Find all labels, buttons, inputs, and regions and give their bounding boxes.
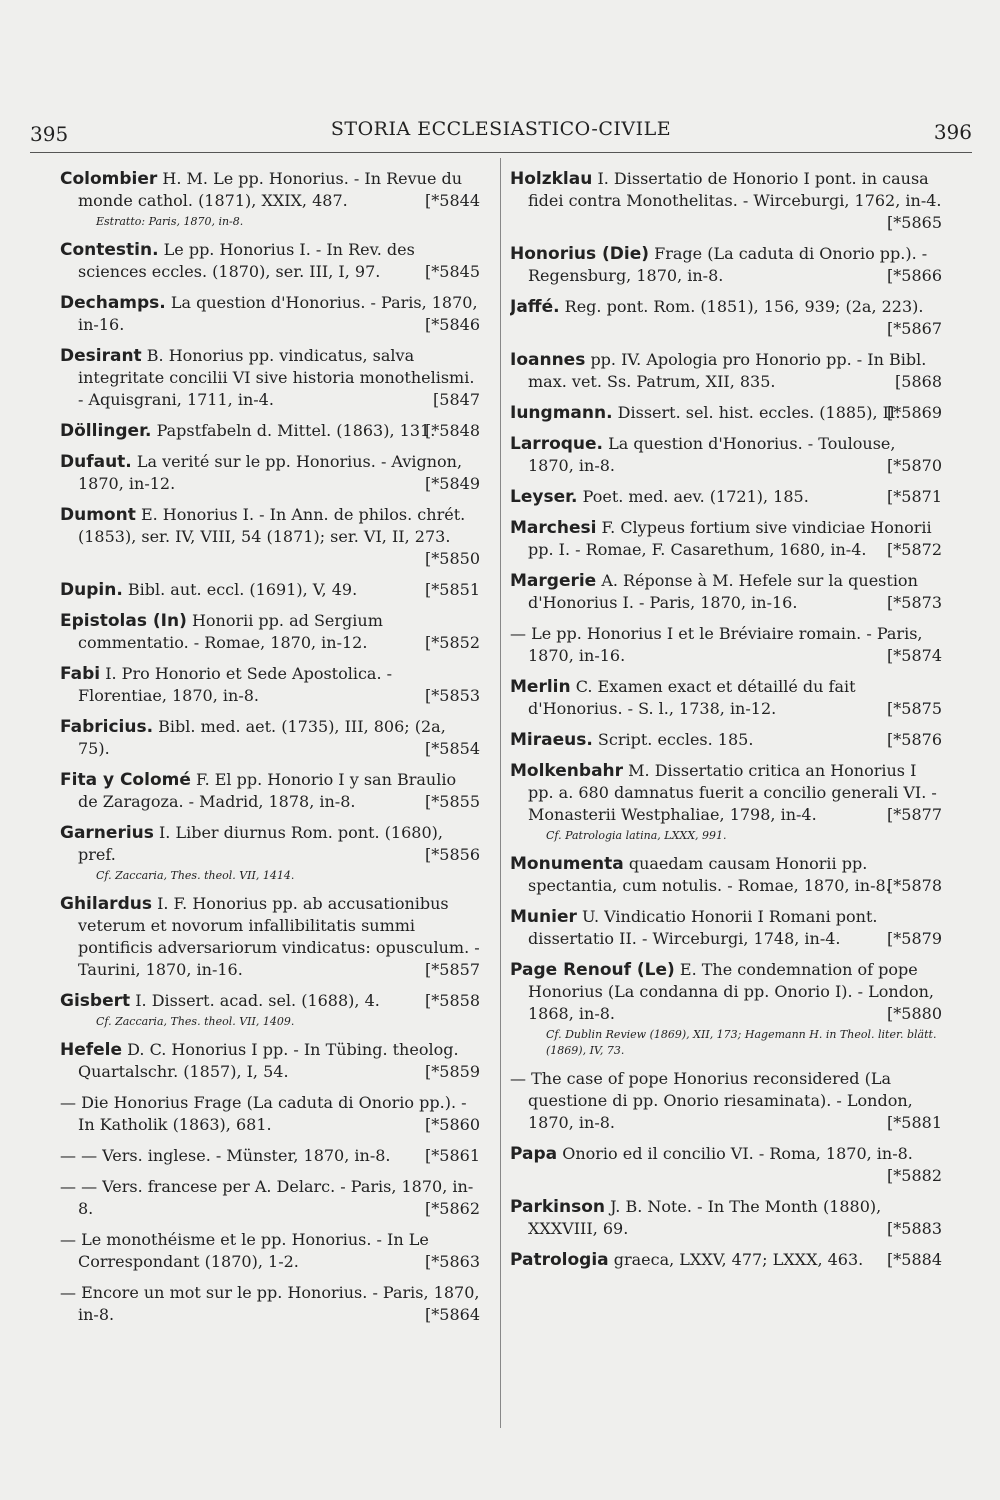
bibliography-entry [60, 990, 480, 1030]
entry-text: I. Pro Honorio et Sede Apostolica. - Florentiae, 1870, in-8. [78, 664, 393, 705]
entry-text: — — Vers. inglese. - Münster, 1870, in-8. [60, 1146, 391, 1165]
entry-text: J. B. Note. - In The Month (1880), XXXVIII, 69. [528, 1197, 882, 1238]
entry-author: Fita y Colomé [60, 770, 191, 790]
bibliography-entry [60, 168, 480, 230]
entry-text: La verité sur le pp. Honorius. - Avignon, 1870, in-12. [78, 452, 463, 493]
entry-number: [*5879 [887, 929, 942, 948]
bibliography-entry [510, 570, 942, 614]
entry-number: [*5872 [887, 540, 942, 559]
entry-number: [*5850 [425, 549, 480, 568]
column-divider [500, 158, 501, 1428]
entry-text: — — Vers. francese per A. Delarc. - Paris, 1870, in-8. [60, 1177, 474, 1218]
entry-author: Döllinger. [60, 421, 152, 441]
entry-author: Leyser. [510, 487, 578, 507]
entry-note: Cf. Dublin Review (1869), XII, 173; Hagemann H. in Theol. liter. blätt. (1869), IV, 73. [546, 1028, 937, 1057]
entry-text: — Encore un mot sur le pp. Honorius. - Paris, 1870, in-8. [60, 1283, 480, 1324]
entry-text: La question d'Honorius. - Toulouse, 1870, in-8. [528, 434, 896, 475]
entry-text: Le pp. Honorius I. - In Rev. des sciences eccles. (1870), ser. III, I, 97. [78, 240, 415, 281]
entry-author: Parkinson [510, 1197, 605, 1217]
entry-number: [*5866 [887, 266, 942, 285]
entry-number: [*5844 [425, 191, 480, 210]
entry-author: Fabricius. [60, 717, 154, 737]
bibliography-entry [60, 420, 480, 442]
entry-text: Dissert. sel. hist. eccles. (1885), II. [617, 403, 901, 422]
entry-text: I. Liber diurnus Rom. pont. (1680), pref. [78, 823, 443, 864]
entry-number: [*5858 [425, 991, 480, 1010]
bibliography-entry [60, 292, 480, 336]
left-column [60, 168, 480, 1460]
entry-text: Papstfabeln d. Mittel. (1863), 131. [156, 421, 436, 440]
entry-author: Page Renouf (Le) [510, 960, 675, 980]
bibliography-entry [60, 1229, 480, 1273]
entry-text: F. El pp. Honorio I y san Braulio de Zaragoza. - Madrid, 1878, in-8. [78, 770, 457, 811]
entry-author: Fabi [60, 664, 101, 684]
bibliography-entry [510, 1143, 942, 1187]
bibliography-entry [510, 433, 942, 477]
entry-text: A. Réponse à M. Hefele sur la question d'Honorius I. - Paris, 1870, in-16. [528, 571, 918, 612]
entry-number: [*5862 [425, 1199, 480, 1218]
bibliography-entry [510, 517, 942, 561]
entry-author: Honorius (Die) [510, 244, 650, 264]
entry-number: [*5846 [425, 315, 480, 334]
entry-author: Hefele [60, 1040, 123, 1060]
entry-author: Marchesi [510, 518, 597, 538]
bibliography-entry [60, 610, 480, 654]
entry-note: Cf. Zaccaria, Thes. theol. VII, 1414. [96, 869, 295, 882]
entry-text: D. C. Honorius I pp. - In Tübing. theolog. Quartalschr. (1857), I, 54. [78, 1040, 459, 1081]
entry-number: [*5857 [425, 960, 480, 979]
entry-number: [*5845 [425, 262, 480, 281]
entry-number: [*5878 [887, 876, 942, 895]
entry-number: [*5854 [425, 739, 480, 758]
entry-text: — Die Honorius Frage (La caduta di Onorio pp.). - In Katholik (1863), 681. [60, 1093, 467, 1134]
entry-text: — The case of pope Honorius reconsidered (La questione di pp. Onorio riesaminata). - London, 1870, in-8. [510, 1069, 913, 1132]
entry-author: Larroque. [510, 434, 604, 454]
entry-number: [*5852 [425, 633, 480, 652]
entry-number: [*5881 [887, 1113, 942, 1132]
bibliography-entry [510, 168, 942, 234]
bibliography-entry [60, 504, 480, 570]
entry-author: Papa [510, 1144, 558, 1164]
entry-number: [*5880 [887, 1004, 942, 1023]
bibliography-entry [60, 239, 480, 283]
entry-author: Dumont [60, 505, 136, 525]
entry-author: Iungmann. [510, 403, 613, 423]
entry-text: I. F. Honorius pp. ab accusationibus veterum et novorum infallibilitatis summi pontificis adversariorum vindicatus: opusculum. - Taurini, 1870, in-16. [78, 894, 480, 979]
bibliography-entry [510, 1249, 942, 1271]
entry-author: Ghilardus [60, 894, 152, 914]
bibliography-entry [60, 1039, 480, 1083]
entry-number: [*5859 [425, 1062, 480, 1081]
bibliography-entry [60, 1092, 480, 1136]
entry-number: [*5871 [887, 487, 942, 506]
entry-number: [*5864 [425, 1305, 480, 1324]
entry-text: Frage (La caduta di Onorio pp.). - Regensburg, 1870, in-8. [528, 244, 928, 285]
bibliography-entry [60, 893, 480, 981]
entry-number: [*5873 [887, 593, 942, 612]
entry-author: Patrologia [510, 1250, 609, 1270]
bibliography-entry [60, 1176, 480, 1220]
entry-author: Holzklau [510, 169, 593, 189]
entry-number: [*5853 [425, 686, 480, 705]
bibliography-entry [510, 1068, 942, 1134]
entry-text: I. Dissert. acad. sel. (1688), 4. [135, 991, 380, 1010]
entry-text: pp. IV. Apologia pro Honorio pp. - In Bibl. max. vet. Ss. Patrum, XII, 835. [528, 350, 927, 391]
entry-text: — Le pp. Honorius I et le Bréviaire romain. - Paris, 1870, in-16. [510, 624, 923, 665]
entry-text: Honorii pp. ad Sergium commentatio. - Romae, 1870, in-12. [78, 611, 383, 652]
bibliography-entry [510, 676, 942, 720]
entry-text: E. The condemnation of pope Honorius (La condanna di pp. Onorio I). - London, 1868, in-8. [528, 960, 934, 1023]
entry-text: Bibl. aut. eccl. (1691), V, 49. [127, 580, 358, 599]
entry-number: [*5875 [887, 699, 942, 718]
entry-number: [*5882 [887, 1166, 942, 1185]
bibliography-entry [510, 243, 942, 287]
entry-text: La question d'Honorius. - Paris, 1870, in-16. [78, 293, 478, 334]
entry-number: [*5861 [425, 1146, 480, 1165]
entry-note: Cf. Patrologia latina, LXXX, 991. [546, 829, 727, 842]
bibliography-entry [60, 663, 480, 707]
entry-note: Estratto: Paris, 1870, in-8. [96, 215, 244, 228]
entry-text: F. Clypeus fortium sive vindiciae Honorii pp. I. - Romae, F. Casarethum, 1680, in-4. [528, 518, 932, 559]
bibliography-entry [60, 822, 480, 884]
entry-text: Script. eccles. 185. [597, 730, 754, 749]
entry-number: [*5855 [425, 792, 480, 811]
entry-text: Bibl. med. aet. (1735), III, 806; (2a, 75). [78, 717, 446, 758]
entry-text: — Le monothéisme et le pp. Honorius. - In Le Correspondant (1870), 1-2. [60, 1230, 429, 1271]
entry-number: [*5867 [887, 319, 942, 338]
entry-text: graeca, LXXV, 477; LXXX, 463. [613, 1250, 864, 1269]
bibliography-entry [60, 451, 480, 495]
entry-note: Cf. Zaccaria, Thes. theol. VII, 1409. [96, 1015, 295, 1028]
bibliography-entry [510, 349, 942, 393]
entry-number: [*5863 [425, 1252, 480, 1271]
page-number-left: 395 [30, 122, 69, 146]
entry-author: Margerie [510, 571, 597, 591]
entry-text: B. Honorius pp. vindicatus, salva integritate concilii VI sive historia monothelismi. - Aquisgrani, 1711, in-4. [78, 346, 475, 409]
right-column [510, 168, 942, 1460]
bibliography-entry [60, 1145, 480, 1167]
page-number-right: 396 [933, 120, 972, 144]
entry-number: [*5849 [425, 474, 480, 493]
bibliography-entry [510, 853, 942, 897]
entry-author: Colombier [60, 169, 158, 189]
entry-text: E. Honorius I. - In Ann. de philos. chrét. (1853), ser. IV, VIII, 54 (1871); ser. VI, II, 273. [78, 505, 466, 546]
entry-number: [*5883 [887, 1219, 942, 1238]
entry-number: [*5865 [887, 213, 942, 232]
entry-author: Merlin [510, 677, 571, 697]
entry-number: [*5870 [887, 456, 942, 475]
entry-number: [*5860 [425, 1115, 480, 1134]
entry-text: Reg. pont. Rom. (1851), 156, 939; (2a, 223). [564, 297, 924, 316]
entry-author: Munier [510, 907, 577, 927]
entry-author: Desirant [60, 346, 142, 366]
bibliography-entry [510, 1196, 942, 1240]
page-header [30, 112, 972, 153]
entry-text: I. Dissertatio de Honorio I pont. in causa fidei contra Monothelitas. - Wirceburgi, 1762, in-4. [528, 169, 942, 210]
entry-text: H. M. Le pp. Honorius. - In Revue du monde cathol. (1871), XXIX, 487. [78, 169, 463, 210]
entry-number: [*5874 [887, 646, 942, 665]
bibliography-entry [60, 769, 480, 813]
entry-number: [*5884 [887, 1250, 942, 1269]
bibliography-entry [510, 906, 942, 950]
entry-author: Gisbert [60, 991, 131, 1011]
bibliography-entry [60, 1282, 480, 1326]
bibliography-entry [510, 486, 942, 508]
entry-text: M. Dissertatio critica an Honorius I pp. a. 680 damnatus fuerit a concilio generali VI. - Monasterii Westphaliae, 1798, in-4. [528, 761, 937, 824]
bibliography-entry [60, 716, 480, 760]
entry-text: quaedam causam Honorii pp. spectantia, cum notulis. - Romae, 1870, in-8. [528, 854, 891, 895]
entry-number: [5868 [895, 372, 942, 391]
entry-author: Molkenbahr [510, 761, 624, 781]
entry-number: [*5869 [887, 403, 942, 422]
bibliography-entry [60, 345, 480, 411]
bibliography-entry [510, 296, 942, 340]
entry-author: Contestin. [60, 240, 159, 260]
entry-number: [5847 [433, 390, 480, 409]
bibliography-entry [60, 579, 480, 601]
entry-author: Dupin. [60, 580, 123, 600]
entry-author: Dechamps. [60, 293, 166, 313]
bibliography-entry [510, 623, 942, 667]
bibliography-entry [510, 959, 942, 1059]
entry-text: U. Vindicatio Honorii I Romani pont. dissertatio II. - Wirceburgi, 1748, in-4. [528, 907, 878, 948]
entry-author: Ioannes [510, 350, 586, 370]
entry-number: [*5848 [425, 421, 480, 440]
entry-author: Epistolas (In) [60, 611, 187, 631]
entry-text: Onorio ed il concilio VI. - Roma, 1870, in-8. [562, 1144, 913, 1163]
entry-number: [*5876 [887, 730, 942, 749]
entry-number: [*5877 [887, 805, 942, 824]
running-title: STORIA ECCLESIASTICO-CIVILE [330, 118, 672, 140]
entry-author: Garnerius [60, 823, 154, 843]
entry-text: C. Examen exact et détaillé du fait d'Honorius. - S. l., 1738, in-12. [528, 677, 856, 718]
bibliography-entry [510, 402, 942, 424]
bibliography-entry [510, 729, 942, 751]
entry-author: Jaffé. [510, 297, 560, 317]
entry-text: Poet. med. aev. (1721), 185. [582, 487, 809, 506]
bibliography-entry [510, 760, 942, 844]
entry-author: Monumenta [510, 854, 624, 874]
entry-number: [*5856 [425, 845, 480, 864]
entry-author: Dufaut. [60, 452, 132, 472]
entry-number: [*5851 [425, 580, 480, 599]
entry-author: Miraeus. [510, 730, 593, 750]
